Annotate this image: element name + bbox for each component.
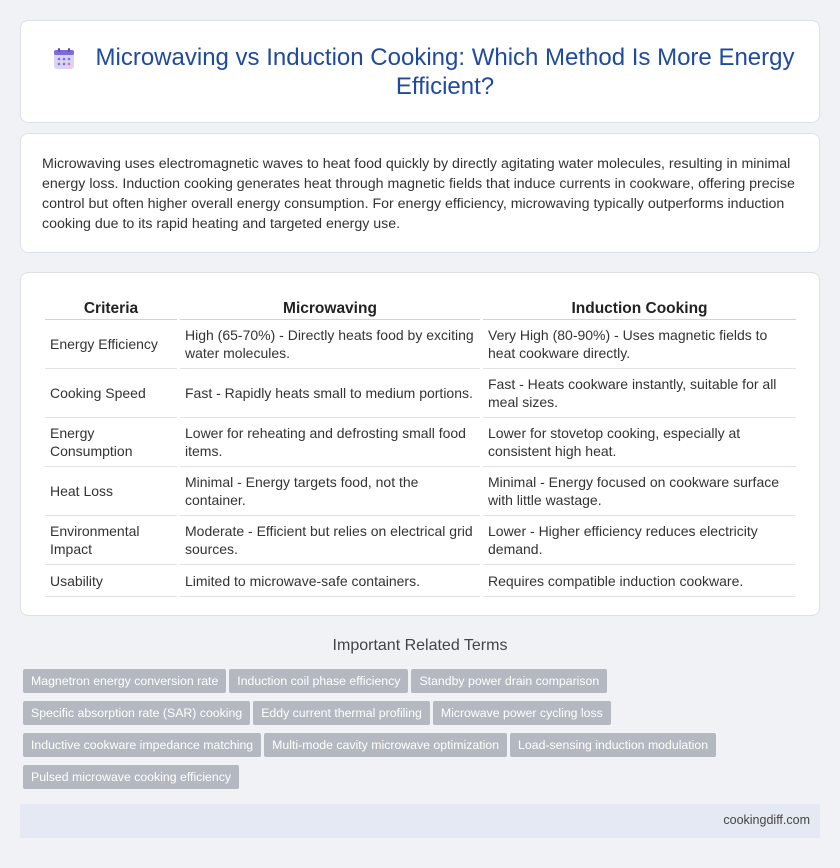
table-row — [45, 320, 796, 369]
intro-card — [20, 133, 820, 253]
related-term-tag[interactable]: Specific absorption rate (SAR) cooking — [23, 701, 250, 725]
table-cell-criteria: Energy Efficiency — [45, 320, 177, 369]
table-row — [45, 565, 796, 597]
table-cell-microwaving: Limited to microwave-safe containers. — [180, 565, 480, 597]
intro-paragraph: Microwaving uses electromagnetic waves to heat food quickly by directly agitating water molecules, resulting in minimal energy loss. Induction cooking generates heat through magnetic fields that induce currents in cookware, offering precise control but often higher overall energy consumption. For energy efficiency, microwaving typically outperforms induction cooking due to its rapid heating and targeted energy use. — [42, 156, 795, 232]
column-header-induction: Induction Cooking — [483, 296, 796, 320]
table-header-row — [45, 296, 796, 320]
related-term-tag[interactable]: Induction coil phase efficiency — [229, 669, 408, 693]
related-term-tag[interactable]: Standby power drain comparison — [411, 669, 607, 693]
related-term-tag[interactable]: Microwave power cycling loss — [433, 701, 611, 725]
comparison-table — [42, 296, 799, 597]
related-term-tag[interactable]: Magnetron energy conversion rate — [23, 669, 226, 693]
tag-row — [23, 765, 813, 797]
table-row — [45, 467, 796, 516]
table-cell-criteria: Usability — [45, 565, 177, 597]
table-row — [45, 369, 796, 418]
related-term-tag[interactable]: Eddy current thermal profiling — [253, 701, 430, 725]
table-cell-induction: Minimal - Energy focused on cookware surface with little wastage. — [483, 467, 796, 516]
related-term-tag[interactable]: Pulsed microwave cooking efficiency — [23, 765, 239, 789]
table-cell-criteria: Energy Consumption — [45, 418, 177, 467]
tag-row — [23, 733, 813, 765]
table-cell-induction: Requires compatible induction cookware. — [483, 565, 796, 597]
page-title: Microwaving vs Induction Cooking: Which Method Is More Energy Efficient? — [95, 44, 795, 100]
table-row — [45, 418, 796, 467]
related-terms-heading: Important Related Terms — [332, 637, 508, 654]
comparison-card — [20, 272, 820, 616]
related-term-tag[interactable]: Multi-mode cavity microwave optimization — [264, 733, 507, 757]
table-cell-microwaving: Moderate - Efficient but relies on electrical grid sources. — [180, 516, 480, 565]
table-cell-microwaving: High (65-70%) - Directly heats food by exciting water molecules. — [180, 320, 480, 369]
footer-site-link[interactable]: cookingdiff.com — [723, 813, 810, 827]
table-cell-induction: Lower - Higher efficiency reduces electricity demand. — [483, 516, 796, 565]
table-row — [45, 516, 796, 565]
related-terms-list — [23, 669, 813, 797]
column-header-microwaving: Microwaving — [180, 296, 480, 320]
table-cell-induction: Very High (80-90%) - Uses magnetic fields to heat cookware directly. — [483, 320, 796, 369]
calendar-icon — [52, 47, 76, 71]
tag-row — [23, 701, 813, 733]
table-cell-criteria: Heat Loss — [45, 467, 177, 516]
table-cell-induction: Fast - Heats cookware instantly, suitable for all meal sizes. — [483, 369, 796, 418]
table-cell-criteria: Environmental Impact — [45, 516, 177, 565]
table-cell-microwaving: Fast - Rapidly heats small to medium portions. — [180, 369, 480, 418]
tag-row — [23, 669, 813, 701]
footer — [20, 804, 820, 838]
related-term-tag[interactable]: Load-sensing induction modulation — [510, 733, 716, 757]
table-cell-microwaving: Minimal - Energy targets food, not the container. — [180, 467, 480, 516]
table-cell-criteria: Cooking Speed — [45, 369, 177, 418]
header-card — [20, 20, 820, 123]
table-cell-microwaving: Lower for reheating and defrosting small food items. — [180, 418, 480, 467]
column-header-criteria: Criteria — [45, 296, 177, 320]
related-term-tag[interactable]: Inductive cookware impedance matching — [23, 733, 261, 757]
table-cell-induction: Lower for stovetop cooking, especially at consistent high heat. — [483, 418, 796, 467]
